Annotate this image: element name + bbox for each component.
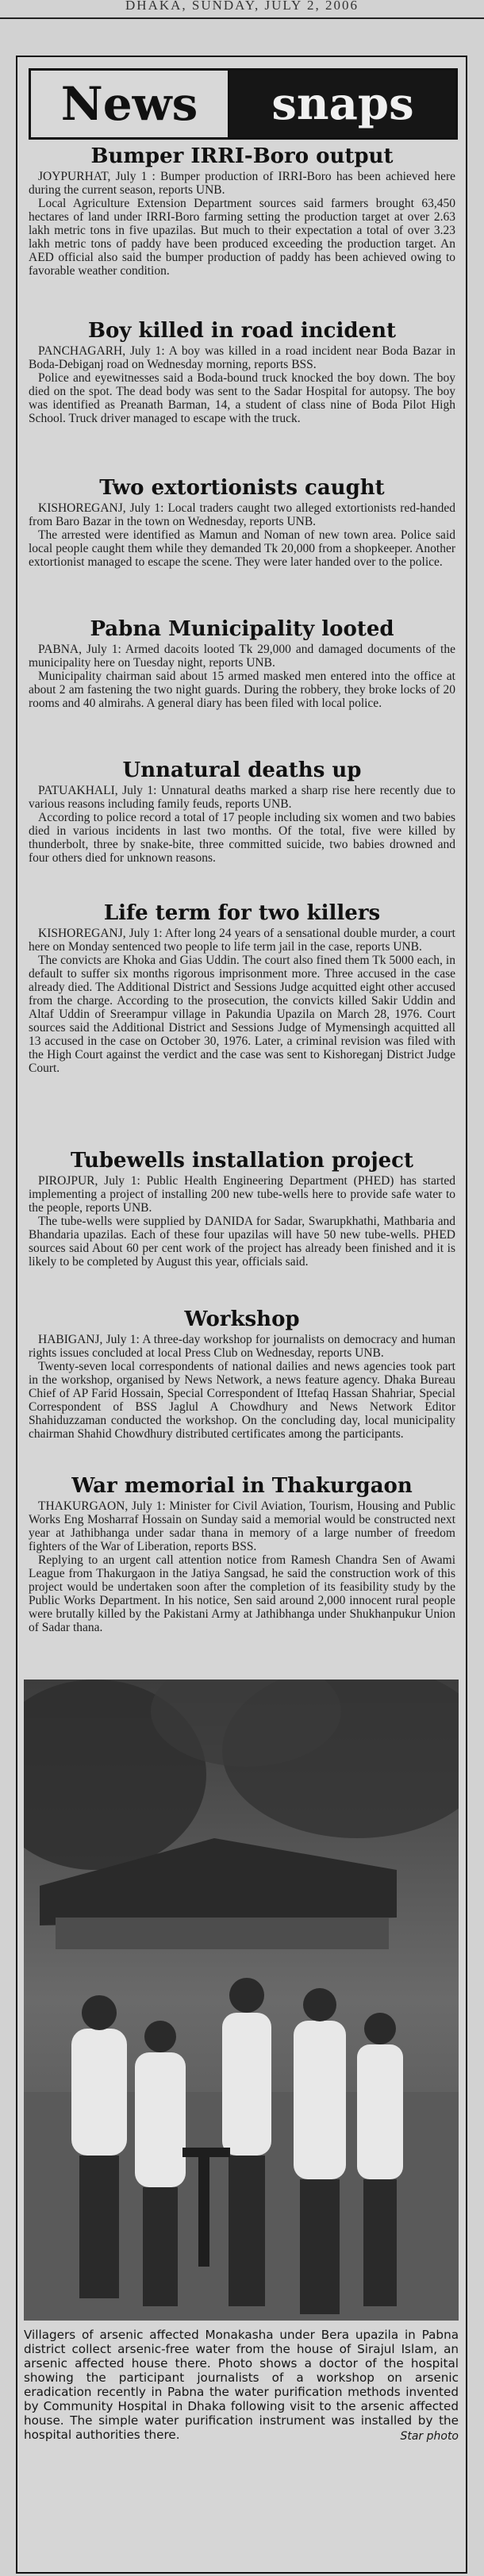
story-headline: Workshop: [184, 1307, 300, 1331]
story-paragraph: Twenty-seven local correspondents of national dailies and news agencies took part in the workshop, organised by News Network, a news feature agency. Dhaka Bureau Chief of AP Farid Hossain, Special Correspondent of Ittefaq Hassan Shahriar, Special Correspondent of BSS Jaglul A Chowdhury and News Network Editor Shahiduzzaman conducted the workshop. On the concluding day, local municipality chairman Shahid Chowdhury distributed certificates among the participants.: [29, 1360, 455, 1441]
story-paragraph: Police and eyewitnesses said a Boda-bound truck knocked the boy down. The boy died on the spot. The dead body was sent to the Sadar Hospital for autopsy. The boy was identified as Preanath Barman, 14, a student of class nine of Boda Pilot High School. Truck driver managed to escape with the truck.: [29, 371, 455, 425]
banner-snaps: snaps: [230, 71, 455, 137]
news-column: [16, 56, 467, 2574]
story-body: [29, 1174, 455, 1269]
story-paragraph: Local traders caught two alleged extortionists red-handed from Baro Bazar in the town on Wednesday, reports UNB.: [29, 501, 455, 528]
story-body: [29, 344, 455, 425]
top-rule: [0, 17, 484, 19]
story-dateline: PABNA,: [38, 643, 82, 656]
story-paragraph: Unnatural deaths marked a sharp rise here recently due to various reasons including family feuds, reports UNB.: [29, 784, 455, 811]
news-photo: [24, 1680, 459, 2321]
story-date: July 1:: [132, 1499, 166, 1513]
story-paragraph: Bumper production of IRRI-Boro has been achieved here during the current season, reports UNB.: [29, 170, 455, 197]
story-unnatural-deaths: [29, 758, 455, 865]
story-date: July 1:: [86, 643, 121, 656]
story-bumper-irri-boro: [29, 144, 455, 278]
section-banner: [29, 68, 458, 140]
story-pabna-municipality: [29, 617, 455, 710]
story-headline: Unnatural deaths up: [122, 758, 362, 782]
story-paragraph: A three-day workshop for journalists on democracy and human rights issues concluded at local Press Club on Wednesday, reports UNB.: [29, 1333, 455, 1360]
story-paragraph: Public Health Engineering Department (PHED) has started implementing a project of installing 200 new tube-wells here to provide safe water to the people, reports UNB.: [29, 1174, 456, 1215]
story-body: [29, 1333, 455, 1441]
story-paragraph: A boy was killed in a road incident near Boda Bazar in Boda-Debiganj road on Wednesday morning, reports BSS.: [29, 344, 456, 371]
story-dateline: KISHOREGANJ,: [38, 927, 126, 940]
story-paragraph: The tube-wells were supplied by DANIDA for Sadar, Swarupkhathi, Mathbaria and Bhandaria upazilas. Each of these four upazilas will have 50 new tube-wells. PHED sources said About 60 per cent work of the project has already been finished and it is likely to be completed by August this year, officials said.: [29, 1215, 455, 1269]
story-body: [29, 170, 455, 278]
story-paragraph: Local Agriculture Extension Department sources said farmers brought 63,450 hectares of land under IRRI-Boro farming setting the production target at over 2.63 lakh metric tons in five upazilas. But much to their expectation a total of over 3.23 lakh metric tons of paddy have been produced exceeding the production target. An AED official also said the bumper production of paddy has been achieved owing to favorable weather condition.: [29, 197, 455, 278]
banner-news: News: [31, 71, 230, 137]
story-headline: Life term for two killers: [103, 901, 381, 925]
story-date: July 1 :: [115, 170, 156, 183]
story-dateline: PIROJPUR,: [38, 1174, 98, 1188]
story-date: July 1:: [129, 344, 165, 358]
story-headline: Bumper IRRI-Boro output: [90, 144, 394, 168]
masthead-date: DHAKA, SUNDAY, JULY 2, 2006: [125, 0, 359, 13]
story-dateline: JOYPURHAT,: [38, 170, 111, 183]
story-dateline: HABIGANJ,: [38, 1333, 103, 1346]
story-war-memorial: [29, 1474, 455, 1634]
story-dateline: KISHOREGANJ,: [38, 501, 126, 515]
story-headline: Boy killed in road incident: [88, 319, 396, 343]
story-body: [29, 784, 455, 865]
photo-illustration: [24, 1680, 459, 2321]
story-boy-killed: [29, 319, 455, 425]
story-dateline: THAKURGAON,: [38, 1499, 129, 1513]
photo-credit: Star photo: [400, 2430, 459, 2443]
story-date: July 1:: [129, 927, 163, 940]
story-headline: Tubewells installation project: [70, 1149, 414, 1173]
story-life-term: [29, 901, 455, 1075]
story-date: July 1:: [122, 784, 157, 797]
story-date: July 1:: [104, 1174, 140, 1188]
story-body: [29, 643, 455, 710]
story-headline: Pabna Municipality looted: [90, 617, 394, 641]
story-body: [29, 1499, 455, 1634]
story-body: [29, 501, 455, 569]
story-body: [29, 927, 455, 1075]
story-date: July 1:: [106, 1333, 140, 1346]
story-headline: Two extortionists caught: [99, 476, 385, 500]
story-paragraph: Armed dacoits looted Tk 29,000 and damaged documents of the municipality here on Tuesday night, reports UNB.: [29, 643, 455, 670]
story-headline: War memorial in Thakurgaon: [71, 1474, 413, 1498]
story-paragraph: After long 24 years of a sensational double murder, a court here on Monday sentenced two people to life term jail in the case, reports UNB.: [29, 927, 455, 954]
story-workshop: [29, 1307, 455, 1441]
story-two-extortionists: [29, 476, 455, 569]
story-dateline: PANCHAGARH,: [38, 344, 126, 358]
story-paragraph: Replying to an urgent call attention notice from Ramesh Chandra Sen of Awami League from Thakurgaon in the Jatiya Sangsad, he said the construction work of this project would be undertaken soon after the completion of its feasibility study by the Public Works Department. In his notice, Sen said around 2,000 innocent rural people were brutally killed by the Pakistani Army at Jathibhanga under Shukhanpukur Union of Sadar thana.: [29, 1553, 455, 1634]
story-paragraph: The arrested were identified as Mamun and Noman of new town area. Police said local people caught them while they demanded Tk 20,000 from a shopkeeper. Another extortionist managed to escape the scene. They were later handed over to the police.: [29, 528, 455, 569]
caption-text: Villagers of arsenic affected Monakasha under Bera upazila in Pabna district collect arsenic-free water from the house of Sirajul Islam, an arsenic affected house there. Photo shows a doctor of the hospital showing the participant journalists of a workshop on arsenic eradication recently in Pabna the water purification methods invented by Community Hospital in Dhaka following visit to the arsenic affected house. The simple water purification instrument was installed by the hospital authorities there.: [24, 2328, 459, 2442]
photo-caption: [24, 2328, 459, 2444]
story-tubewells: [29, 1149, 455, 1269]
story-dateline: PATUAKHALI,: [38, 784, 118, 797]
story-date: July 1:: [129, 501, 164, 515]
story-paragraph: Municipality chairman said about 15 armed masked men entered into the office at about 2 am fastening the two night guards. During the robbery, they broke locks of 20 rooms and 40 almirahs. A general diary has been filed with local police.: [29, 670, 455, 710]
story-paragraph: Minister for Civil Aviation, Tourism, Housing and Public Works Eng Mosharraf Hossain on Sunday said a memorial would be constructed next year at Jathibhanga under sadar thana in memory of a large number of freedom fighters of the War of Liberation, reports BSS.: [29, 1499, 456, 1553]
story-paragraph: The convicts are Khoka and Gias Uddin. The court also fined them Tk 5000 each, in default to suffer six months rigorous imprisonment more. Three accused in the case already died. The Additional District and Sessions Judge acquitted eight other accused from the charge. According to the prosecution, the convicts killed Sakir Uddin and Altaf Uddin of Sreerampur village in Pakundia Upazila on March 28, 1976. Court sources said the Additional District and Sessions Judge of Mymensingh acquitted all 13 accused in the case on October 30, 1976. Later, a criminal revision was filed with the High Court against the verdict and the case was sent to Kishoreganj District Judge Court.: [29, 954, 455, 1075]
story-paragraph: According to police record a total of 17 people including six women and two babies died in various incidents in last two months. Of the total, five were killed by thunderbolt, three by snake-bite, three committed suicide, two babies drowned and four others died for unknown reasons.: [29, 811, 455, 865]
